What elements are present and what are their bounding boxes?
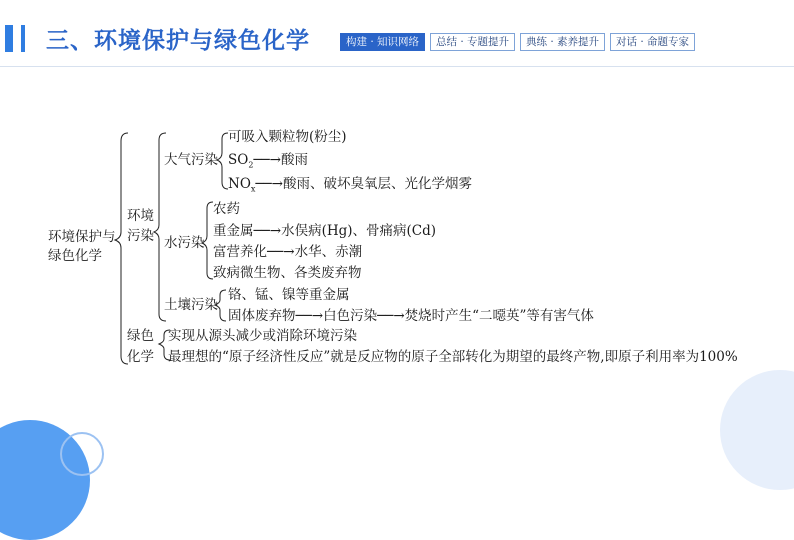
green-line2: 化学 [127,349,154,365]
air-item-nox [228,176,472,198]
nox-formula: NO [228,176,251,192]
water-item-pesticide: 农药 [213,201,240,217]
env-line1: 环境 [127,208,154,224]
env-line2: 污染 [127,228,154,244]
page-title: 三、环境保护与绿色化学 [46,28,310,54]
root-line1: 环境保护与 [48,229,116,245]
green-item-source: 实现从源头减少或消除环境污染 [168,328,357,344]
green-line1: 绿色 [127,328,154,344]
tab-expert[interactable]: 对话 · 命题专家 [610,33,695,51]
tab-practice[interactable]: 典练 · 素养提升 [520,33,605,51]
nox-subscript: x [250,184,256,194]
tab-summary[interactable]: 总结 · 专题提升 [430,33,515,51]
so2-formula: SO [228,152,249,168]
so2-effect: ──→酸雨 [253,152,308,168]
tab-knowledge-network[interactable]: 构建 · 知识网络 [340,33,425,51]
air-pollution-label: 大气污染 [164,152,218,168]
so2-subscript: 2 [248,160,254,170]
root-line2: 绿色化学 [48,248,102,264]
soil-pollution-label: 土壤污染 [164,297,218,313]
water-pollution-label: 水污染 [164,235,205,251]
air-item-particles: 可吸入颗粒物(粉尘) [228,129,347,145]
nox-effect: ──→酸雨、破坏臭氧层、光化学烟雾 [255,176,472,192]
soil-item-metals: 铬、锰、镍等重金属 [228,287,350,303]
water-item-heavy-metal: 重金属──→水俣病(Hg)、骨痛病(Cd) [213,223,437,239]
water-item-microbes: 致病微生物、各类废弃物 [213,265,362,281]
air-item-so2 [228,152,308,174]
soil-item-solid-waste: 固体废弃物──→白色污染──→焚烧时产生“二噁英”等有害气体 [228,308,594,324]
water-item-eutrophication: 富营养化──→水华、赤潮 [213,244,363,260]
green-item-atom-economy: 最理想的“原子经济性反应”就是反应物的原子全部转化为期望的最终产物,即原子利用率为100% [168,349,738,365]
